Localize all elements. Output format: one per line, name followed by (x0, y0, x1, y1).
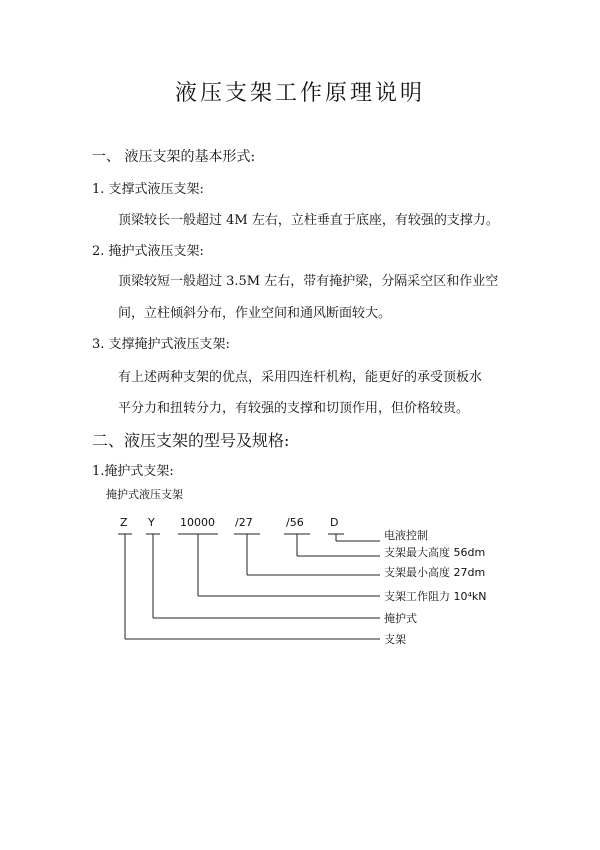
code-resistance: 10000 (180, 516, 215, 529)
label-resistance: 支架工作阻力 10⁴kN (384, 590, 487, 603)
section-2-heading: 二、液压支架的型号及规格: (92, 431, 290, 450)
label-shield: 掩护式 (384, 612, 417, 625)
item-1-line-1: 顶梁较长一般超过 4M 左右，立柱垂直于底座，有较强的支撑力。 (118, 213, 499, 228)
section-2-sub-heading: 1.掩护式支架: (92, 464, 174, 479)
code-max-height: /56 (286, 516, 304, 529)
item-2-line-1: 顶梁较短一般超过 3.5M 左右，带有掩护梁，分隔采空区和作业空 (118, 274, 499, 289)
label-max-height: 支架最大高度 56dm (384, 546, 486, 559)
label-control: 电液控制 (384, 529, 428, 542)
page-title: 液压支架工作原理说明 (174, 81, 425, 106)
label-support: 支架 (384, 633, 406, 646)
code-y: Y (148, 516, 155, 529)
model-code-diagram (100, 484, 520, 659)
item-3-heading: 3. 支撑掩护式液压支架: (92, 337, 230, 352)
code-z: Z (120, 516, 128, 529)
item-3-line-1: 有上述两种支架的优点，采用四连杆机构，能更好的承受顶板水 (118, 370, 483, 385)
item-3-line-2: 平分力和扭转分力，有较强的支撑和切顶作用，但价格较贵。 (118, 401, 470, 416)
diagram-caption: 掩护式液压支架 (106, 488, 183, 501)
item-1-heading: 1. 支撑式液压支架: (92, 182, 204, 197)
code-min-height: /27 (235, 516, 253, 529)
label-min-height: 支架最小高度 27dm (384, 566, 486, 579)
section-1-heading: 一、 液压支架的基本形式: (92, 149, 256, 165)
code-control: D (330, 516, 339, 529)
item-2-heading: 2. 掩护式液压支架: (92, 244, 204, 259)
item-2-line-2: 间，立柱倾斜分布，作业空间和通风断面较大。 (118, 306, 392, 321)
